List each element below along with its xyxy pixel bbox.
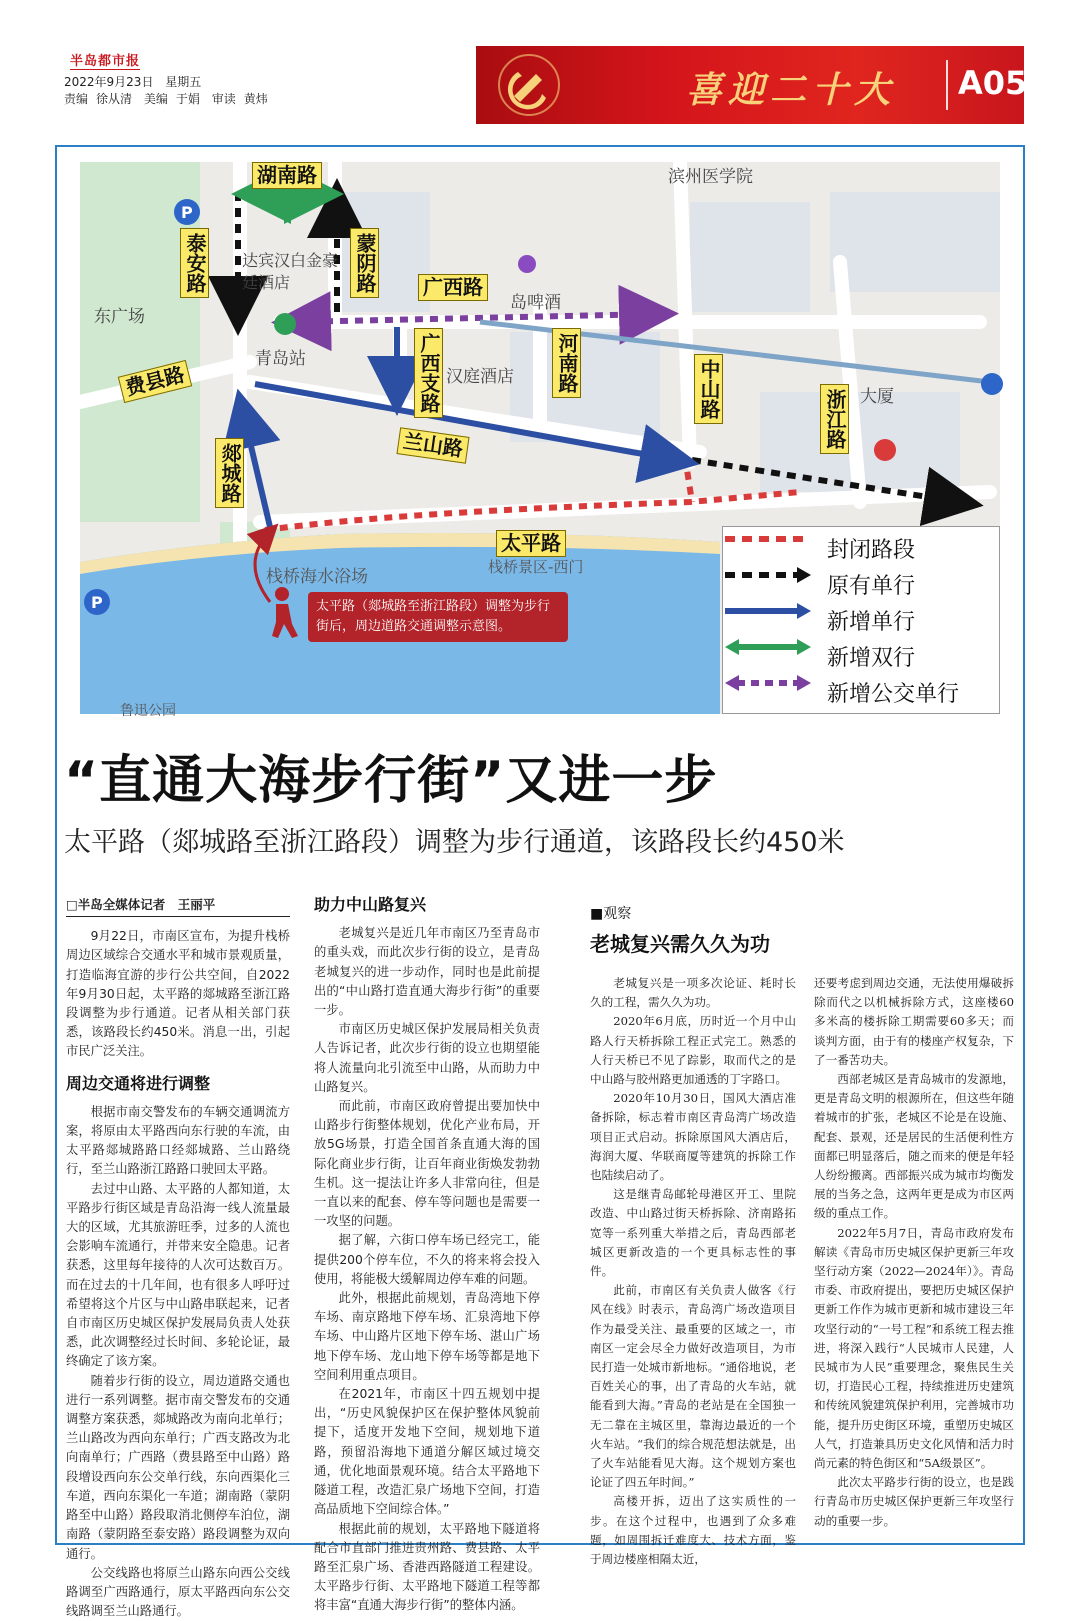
paragraph: 此前，市南区有关负责人做客《行风在线》时表示，青岛湾广场改造项目作为最受关注、最重要的区域之一，市南区一定会尽全力做好改造项目，为市民打造一处城市新地标。“通俗地说，老百姓关心的事，出了青岛的火车站，就能看到大海。”青岛的老站是在全国独一无二靠在主城区里，靠海边最近的一个火车站。“我们的综合规范想法就是，出了火车站能看见大海。这个规划方案也论证了四五年时间。” <box>590 1283 796 1490</box>
road-label-tancheng: 郯城路 <box>215 438 244 508</box>
place-bath: 栈桥海水浴场 <box>266 567 368 587</box>
legend-existing-symbol <box>723 565 813 585</box>
reviewer-label: 审读 <box>211 92 236 106</box>
road-label-taiping: 太平路 <box>496 530 566 557</box>
section-banner <box>476 46 1028 124</box>
road-label-lanshan: 兰山路 <box>396 427 469 463</box>
observation-tag: ■观察 <box>590 906 632 922</box>
paragraph: 此次太平路步行街的设立，也是践行青岛市历史城区保护更新三年攻坚行动的重要一步。 <box>814 1475 1014 1528</box>
place-station: 青岛站 <box>255 349 306 369</box>
restaurant-icon <box>874 439 896 461</box>
legend-new-bus-symbol <box>723 673 813 693</box>
paragraph: 公交线路也将原兰山路东向西公交线路调至广西路通行，原太平路西向东公交线路调至兰山路通行。 <box>66 1565 290 1619</box>
map-legend <box>722 526 1000 714</box>
editor-label: 责编 <box>64 92 89 106</box>
section2-title: 助力中山路复兴 <box>314 895 427 914</box>
paragraph: 2022年5月7日，青岛市政府发布解读《青岛市历史城区保护更新三年攻坚行动方案（2022—2024年）》。青岛市委、市政府提出，要把历史城区保护更新工作作为城市更新和城市建设三年攻坚行动的“一号工程”和系统工程去推进，将深入践行“人民城市人民建，人民城市为人民”重要理念，聚焦民生关切，打造民心工程，持续推进历史建筑和传统风貌建筑保护利用，完善城市功能，提升历史街区环境，重塑历史城区人气，打造兼具历史文化风情和活力时尚元素的特色街区和“5A级景区”。 <box>814 1225 1014 1471</box>
paragraph: 西部老城区是青岛城市的发源地，更是青岛文明的根源所在，但这些年随着城市的扩张，老城区不论是在设施、配套、景观，还是居民的生活便利性方面都已明显落后，随之而来的便是年轻人纷纷搬离。西部振兴成为城市均衡发展的当务之急，这两年更是成为市区两级的重点工作。 <box>814 1072 1014 1221</box>
paragraph: 根据市南交警发布的车辆交通调流方案，将原由太平路西向东行驶的车流，由太平路郯城路路口经郯城路、兰山路绕行，至兰山路浙江路路口驶回太平路。 <box>66 1104 290 1177</box>
legend-existing-label: 原有单行 <box>827 574 916 599</box>
legend-new-oneway-label: 新增单行 <box>827 610 916 635</box>
paragraph: 2020年6月底，历时近一个月中山路人行天桥拆除工程正式完工。熟悉的人行天桥已不见了踪影，取而代之的是中山路与胶州路更加通透的丁字路口。 <box>590 1014 796 1087</box>
reviewer-name: 黄炜 <box>243 92 268 106</box>
poi-icon <box>518 255 536 273</box>
newspaper-masthead: 半岛都市报 <box>70 50 140 70</box>
paragraph: 高楼开拆，迈出了这实质性的一步。在这个过程中，也遇到了众多难题，如周围拆迁难度大、技术方面，鉴于周边楼座相隔太近， <box>590 1494 796 1567</box>
road-label-henan: 河南路 <box>552 328 581 398</box>
station-icon <box>274 313 296 335</box>
legend-new-oneway-symbol <box>723 601 813 621</box>
place-park: 鲁迅公园 <box>120 703 176 719</box>
paragraph: 在2021年，市南区十四五规划中提出，“历史风貌保护区在保护整体风貌前提下，适度开发地下空间，规划地下道路，预留沿海地下通道分解区域过境交通，优化地面景观环境。结合太平路地下隧道工程，改造汇泉广场地下空间，打造高品质地下空间综合体。” <box>314 1387 540 1517</box>
legend-closed-symbol <box>723 529 813 549</box>
observation-column-2 <box>814 974 1014 1531</box>
paragraph: 这是继青岛邮轮母港区开工、里院改造、中山路过街天桥拆除、济南路拓宽等一系列重大举措之后，青岛西部老城区更新改造的一个更具标志性的事件。 <box>590 1187 796 1279</box>
paragraph: 去过中山路、太平路的人都知道，太平路步行街区域是青岛沿海一线人流量最大的区域，尤其旅游旺季，过多的人流也会影响车流通行，并带来安全隐患。记者获悉，这里每年接待的人次可达数百万。而在过去的十几年间，也有很多人呼吁过希望将这个片区与中山路串联起来，记者自市南区历史城区保护发展局负责人处获悉，此次调整经过长时间、多轮论证，最终确定了该方案。 <box>66 1181 290 1369</box>
date-text: 2022年9月23日 <box>64 75 154 89</box>
paragraph: 还要考虑到周边交通，无法使用爆破拆除而代之以机械拆除方式，这座楼60多米高的楼拆除工期需要60多天；而谈判方面，由于有的楼座产权复杂，下了一番苦功夫。 <box>814 976 1014 1067</box>
traffic-map <box>80 162 1000 719</box>
designer-label: 美编 <box>143 92 168 106</box>
road-label-zhongshan: 中山路 <box>694 354 723 424</box>
paragraph: 此外，根据此前规划，青岛湾地下停车场、南京路地下停车场、汇泉湾地下停车场、中山路片区地下停车场、湛山广场地下停车场、龙山地下停车场等都是地下空间利用重点项目。 <box>314 1291 540 1382</box>
place-scenic: 栈桥景区-西门 <box>488 558 584 576</box>
byline: □半岛全媒体记者 王丽平 <box>66 895 290 917</box>
paragraph: 2020年10月30日，国风大酒店准备拆除，标志着市南区青岛湾广场改造项目正式启动。拆除原国风大酒店后，海润大厦、华联商厦等建筑的拆除工作也陆续启动了。 <box>590 1091 796 1183</box>
designer-name: 于娟 <box>175 92 200 106</box>
place-beer: 岛啤酒 <box>510 293 561 313</box>
road-label-taian: 泰安路 <box>180 228 209 298</box>
legend-new-twoway-label: 新增双行 <box>827 646 916 671</box>
headline: “直通大海步行街”又进一步 <box>64 751 718 811</box>
place-hanting: 汉庭酒店 <box>446 367 514 387</box>
road-label-guangxizhi: 广西支路 <box>414 328 443 418</box>
paragraph: 老城复兴是近几年市南区乃至青岛市的重头戏，而此次步行街的设立，是青岛老城复兴的进一步动作，同时也是此前提出的“中山路打造直通大海步行街”的重要一步。 <box>314 926 540 1018</box>
paragraph: 根据此前的规划，太平路地下隧道将配合市直部门推进贵州路、费县路、太平路至汇泉广场、香港西路隧道工程建设。太平路步行街、太平路地下隧道工程等都将丰富“直通大海步行街”的整体内涵。 <box>314 1521 540 1613</box>
page-header <box>0 0 1080 140</box>
place-dasha: 大厦 <box>860 387 894 407</box>
road-label-feixian: 费县路 <box>118 360 192 403</box>
legend-new-bus <box>723 673 1001 709</box>
editor-name: 徐从清 <box>96 92 133 106</box>
map-caption: 太平路（郯城路至浙江路段）调整为步行街后，周边道路交通调整示意图。 <box>308 592 568 642</box>
road-label-hunan: 湖南路 <box>252 162 322 189</box>
road-label-zhejiang: 浙江路 <box>820 384 849 454</box>
paragraph: 市南区历史城区保护发展局相关负责人告诉记者，此次步行街的设立也期望能将人流量向北引流至中山路，从而助力中山路复兴。 <box>314 1022 540 1094</box>
publication-date <box>64 73 209 90</box>
subway-icon <box>981 373 1003 395</box>
observation-column-1 <box>590 974 796 1569</box>
svg-text:P: P <box>91 593 103 612</box>
hammer-sickle-emblem-icon <box>496 52 562 118</box>
section1-title: 周边交通将进行调整 <box>66 1073 211 1093</box>
page-number: A05 <box>958 64 1028 102</box>
legend-closed-label: 封闭路段 <box>827 538 916 563</box>
paragraph: 随着步行街的设立，周边道路交通也进行一系列调整。据市南交警发布的交通调整方案获悉，郯城路改为南向北单行；兰山路改为西向东单行；广西支路改为北向南单行；广西路（费县路至中山路）路段增设西向东公交单行线，东向西渠化三车道，西向东渠化一车道；湖南路（蒙阴路至中山路）路段取消北侧停车泊位，湖南路（蒙阴路至泰安路）路段调整为双向通行。 <box>66 1373 290 1561</box>
subheadline: 太平路（郯城路至浙江路段）调整为步行通道，该路段长约450米 <box>64 827 845 858</box>
legend-new-bus-label: 新增公交单行 <box>827 682 960 707</box>
weekday-text: 星期五 <box>165 75 202 89</box>
banner-divider <box>946 60 948 110</box>
banner-title: 喜迎二十大 <box>686 69 897 111</box>
editor-credits <box>64 90 276 107</box>
road-label-guangxi: 广西路 <box>418 274 488 301</box>
road-label-mengyin: 蒙阴路 <box>350 228 379 298</box>
observation-title: 老城复兴需久久为功 <box>590 932 770 956</box>
paragraph: 据了解，六街口停车场已经完工，能提供200个停车位，不久的将来将会投入使用，将能极大缓解周边停车难的问题。 <box>314 1233 540 1286</box>
place-dongguangchang: 东广场 <box>94 307 145 327</box>
legend-closed <box>723 529 1001 565</box>
lead-paragraph: 9月22日，市南区宣布，为提升栈桥周边区域综合交通水平和城市景观质量，打造临海宜游的步行公共空间，自2022年9月30日起，太平路的郯城路至浙江路段调整为步行通道。记者从相关部门获悉，该路段长约450米。消息一出，引起市民广泛关注。 <box>66 929 290 1059</box>
legend-new-twoway <box>723 637 1001 673</box>
article-column-1 <box>66 895 290 1621</box>
article-column-2 <box>314 895 540 1616</box>
legend-new-oneway <box>723 601 1001 637</box>
legend-new-twoway-symbol <box>723 637 813 657</box>
paragraph: 老城复兴是一项多次论证、耗时长久的工程，需久久为功。 <box>590 976 796 1010</box>
legend-existing-oneway <box>723 565 1001 601</box>
place-binzhou: 滨州医学院 <box>668 167 753 187</box>
place-dabin: 达宾汉白金豪廷酒店 <box>242 251 339 292</box>
svg-text:P: P <box>181 203 193 222</box>
paragraph: 而此前，市南区政府曾提出要加快中山路步行街整体规划，优化产业布局，开放5G场景，打造全国首条直通大海的国际化商业步行街，让百年商业街焕发勃勃生机。这一提法让许多人非常向往，但是一直以来的配套、停车等问题也是需要一一攻坚的问题。 <box>314 1099 540 1229</box>
